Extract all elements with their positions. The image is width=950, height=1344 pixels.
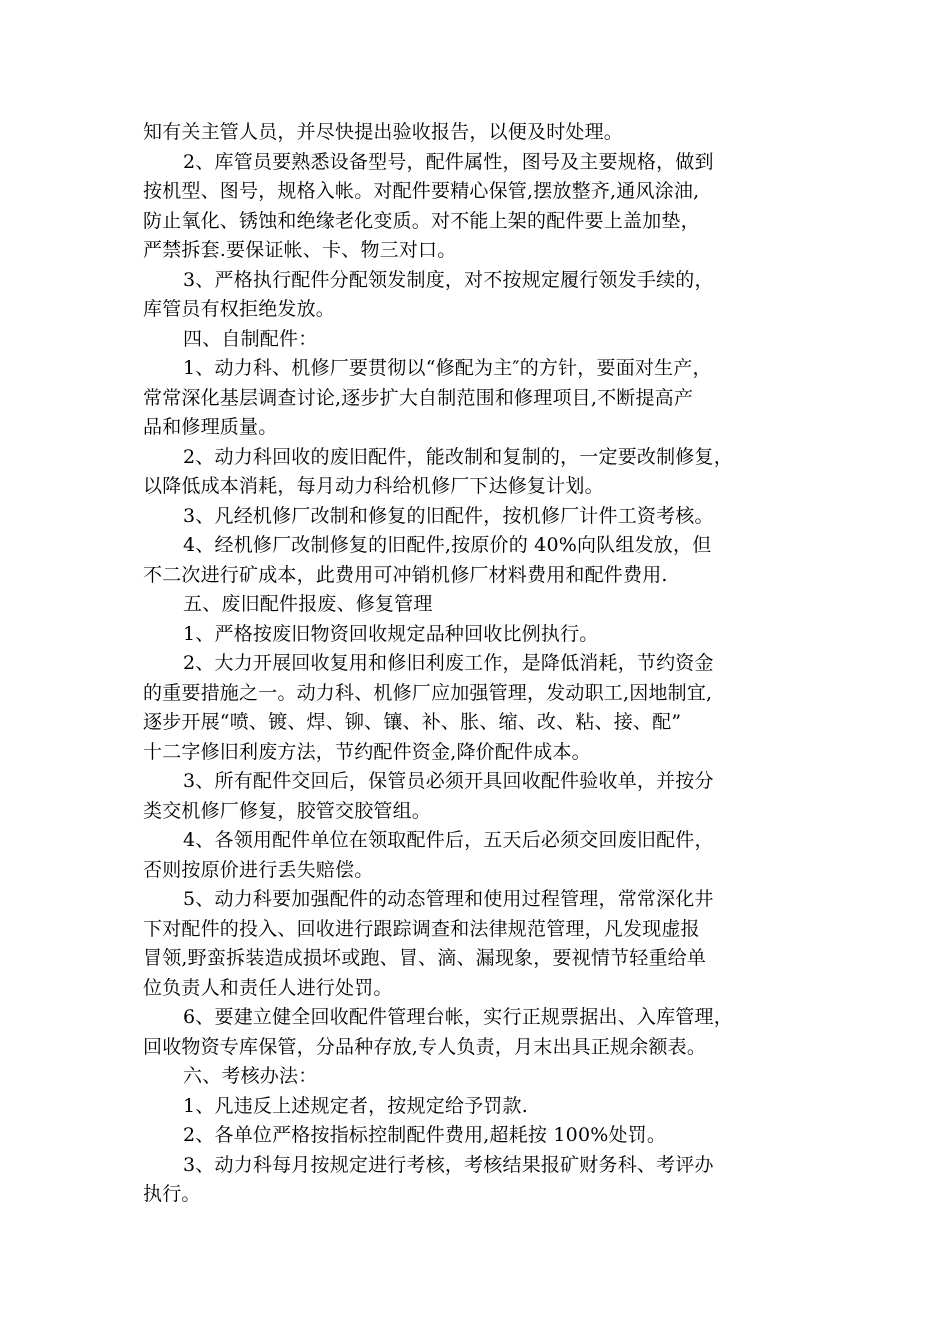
text-line: 2、大力开展回收复用和修旧利废工作，是降低消耗，节约资金 [183, 652, 714, 674]
document-body [143, 118, 823, 1210]
text-line: 按机型、图号，规格入帐。对配件要精心保管,摆放整齐,通风涂油, [143, 180, 700, 202]
text-line: 类交机修厂修复，胶管交胶管组。 [143, 799, 432, 822]
text-line: 常常深化基层调查讨论,逐步扩大自制范围和修理项目,不断提高产 [143, 386, 694, 409]
text-line: 不二次进行矿成本，此费用可冲销机修厂材料费用和配件费用. [143, 563, 668, 586]
text-line: 下对配件的投入、回收进行跟踪调查和法律规范管理，凡发现虚报 [143, 917, 700, 940]
text-line: 3、凡经机修厂改制和修复的旧配件，按机修厂计件工资考核。 [183, 504, 714, 527]
text-line: 位负责人和责任人进行处罚。 [143, 976, 393, 999]
section-heading: 六、考核办法： [183, 1065, 318, 1087]
text-line: 的重要措施之一。动力科、机修厂应加强管理，发动职工,因地制宜, [143, 681, 713, 704]
text-line: 以降低成本消耗，每月动力科给机修厂下达修复计划。 [143, 475, 604, 497]
text-line: 2、动力科回收的废旧配件，能改制和复制的，一定要改制修复， [183, 445, 733, 468]
text-line: 回收物资专库保管，分品种存放,专人负责，月末出具正规余额表。 [143, 1035, 707, 1058]
text-line: 冒领,野蛮拆装造成损坏或跑、冒、滴、漏现象，要视情节轻重给单 [143, 947, 707, 969]
text-line: 4、各领用配件单位在领取配件后，五天后必须交回废旧配件， [183, 829, 714, 851]
text-line: 5、动力科要加强配件的动态管理和使用过程管理，常常深化井 [183, 888, 714, 910]
text-line: 库管员有权拒绝发放。 [143, 298, 336, 320]
text-line: 4、经机修厂改制修复的旧配件,按原价的 40%向队组发放，但 [183, 534, 712, 556]
text-line: 3、严格执行配件分配领发制度，对不按规定履行领发手续的， [183, 268, 714, 291]
text-line: 3、动力科每月按规定进行考核，考核结果报矿财务科、考评办 [183, 1153, 714, 1176]
text-line: 防止氧化、锈蚀和绝缘老化变质。对不能上架的配件要上盖加垫， [143, 209, 700, 232]
text-line: 2、库管员要熟悉设备型号，配件属性，图号及主要规格，做到 [183, 150, 714, 173]
text-line: 6、要建立健全回收配件管理台帐，实行正规票据出、入库管理， [183, 1006, 733, 1028]
text-line: 严禁拆套.要保证帐、卡、物三对口。 [143, 239, 457, 261]
text-line: 十二字修旧利废方法，节约配件资金,降价配件成本。 [143, 740, 591, 763]
text-line: 2、各单位严格按指标控制配件费用,超耗按 100%处罚。 [183, 1124, 667, 1146]
text-line: 执行。 [143, 1183, 201, 1205]
text-line: 否则按原价进行丢失赔偿。 [143, 858, 374, 881]
section-heading: 四、自制配件： [183, 327, 318, 350]
text-line: 1、凡违反上述规定者，按规定给予罚款. [183, 1094, 528, 1117]
text-line: 知有关主管人员，并尽快提出验收报告，以便及时处理。 [143, 121, 624, 143]
text-line: 逐步开展“喷、镀、焊、铆、镶、补、胀、缩、改、粘、接、配” [143, 711, 682, 733]
text-line: 3、所有配件交回后，保管员必须开具回收配件验收单，并按分 [183, 770, 714, 792]
text-line: 品和修理质量。 [143, 416, 278, 438]
text-line: 1、严格按废旧物资回收规定品种回收比例执行。 [183, 622, 599, 645]
text-line: 1、动力科、机修厂要贯彻以“修配为主″的方针，要面对生产， [183, 357, 712, 379]
section-heading: 五、废旧配件报废、修复管理 [183, 593, 433, 615]
